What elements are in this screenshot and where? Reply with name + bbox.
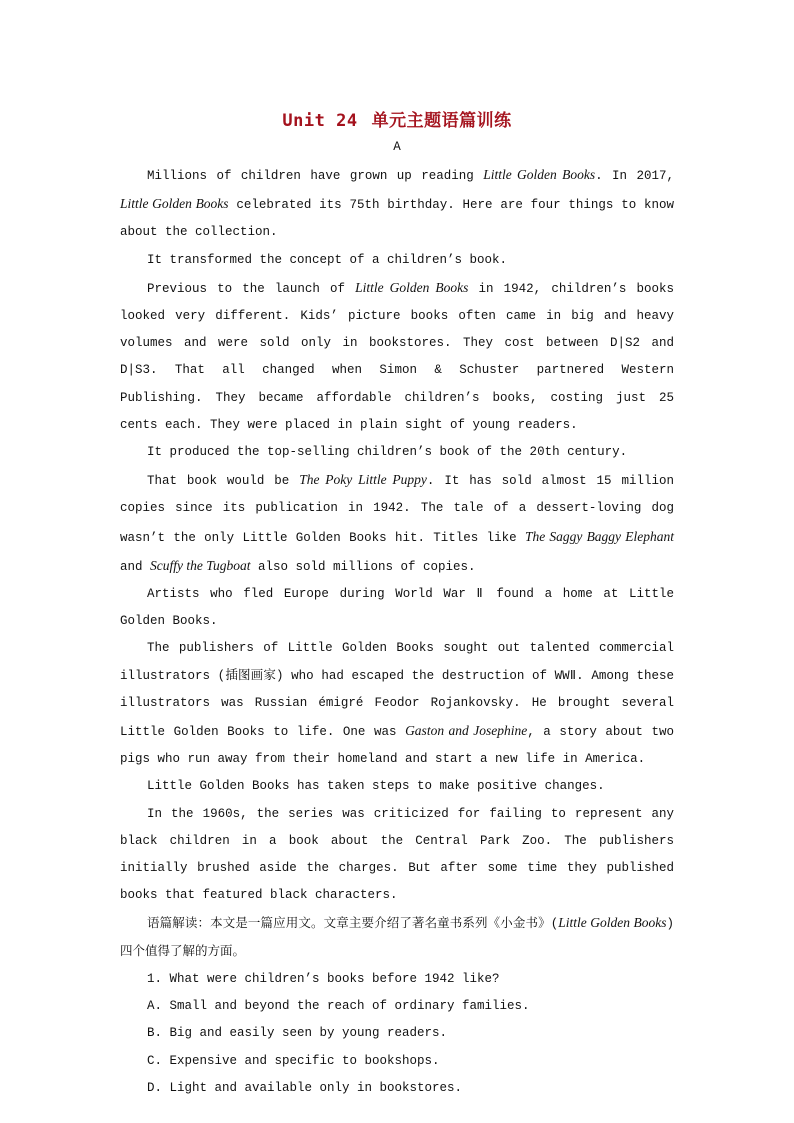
text-run: and — [120, 559, 151, 574]
text-run: 语篇解读：本文是一篇应用文。文章主要介绍了著名童书系列《小金书》( — [147, 917, 559, 932]
option-b[interactable]: B. Big and easily seen by young readers. — [147, 1026, 448, 1041]
text-run: in 1942, children’s books looked very different. Kids’ picture books often came in big and heavy volumes and were sold only in bookstores. They cost between D|S2 and D|S3. That all changed when Simon & Schuster partnered Western Publishing. They became affordable children’s books, costing just 25 cents each. They were placed in plain sight of young readers. — [120, 281, 674, 432]
book-title: Gaston and Josephine — [405, 723, 528, 739]
book-title: The Saggy Baggy Elephant — [524, 528, 674, 544]
section-heading-4: Little Golden Books has taken steps to make positive changes. — [147, 779, 605, 794]
unit-title-cn: 单元主题语篇训练 — [371, 111, 512, 131]
unit-number: Unit 24 — [282, 111, 358, 131]
passage-body — [120, 161, 674, 1102]
book-title: Little Golden Books — [558, 915, 667, 931]
book-title: The Poky Little Puppy — [299, 472, 427, 488]
text-run: Millions of children have grown up reading — [147, 169, 484, 183]
paragraph-history — [120, 274, 674, 439]
text-run: That book would be — [147, 474, 300, 489]
section-label: A — [393, 140, 401, 154]
text-run: . In 2017, — [595, 169, 674, 183]
option-c[interactable]: C. Expensive and specific to bookshops. — [147, 1053, 440, 1068]
paragraph-intro — [120, 161, 674, 247]
book-title: Little Golden Books — [483, 167, 596, 182]
book-title: Scuffy the Tugboat — [150, 557, 251, 573]
paragraph-bestseller — [120, 466, 674, 581]
book-title: Little Golden Books — [355, 279, 469, 295]
page-title — [0, 106, 794, 131]
section-heading-2: It produced the top-selling children’s book of the 20th century. — [147, 445, 628, 460]
text-run: . It has sold almost 15 million copies since its publication in 1942. The tale of a dessert-loving dog wasn’t the only Little Golden Books hit. Titles like — [120, 474, 674, 545]
section-heading-3: Artists who fled Europe during World War Ⅱ found a home at Little Golden Books. — [120, 587, 674, 629]
text-run: also sold millions of copies. — [250, 559, 476, 574]
option-d[interactable]: D. Light and available only in bookstores. — [147, 1080, 463, 1095]
option-a[interactable]: A. Small and beyond the reach of ordinary families. — [147, 999, 530, 1014]
text-run: Previous to the launch of — [147, 281, 356, 296]
text-run: , a story about two pigs who run away from their homeland and start a new life in America. — [120, 725, 675, 767]
paragraph-changes: In the 1960s, the series was criticized for failing to represent any black children in a book about the Central Park Zoo. The publishers initially brushed aside the charges. But after some time they published books that featured black characters. — [120, 806, 674, 903]
text-run: celebrated its 75th birthday. Here are four things to know about the collection. — [120, 198, 674, 240]
paragraph-artists — [120, 635, 674, 773]
book-title: Little Golden Books — [120, 196, 229, 212]
text-run: The publishers of Little Golden Books sought out talented commercial illustrators (插图画家) who had escaped the destruction of WWⅡ. Among these illustrators was Russian émigré Feodor Rojankovsky. He brought several Little Golden Books to life. One was — [120, 641, 674, 740]
question-stem: 1. What were children’s books before 1942 like? — [147, 971, 500, 986]
text-run: ) 四个值得了解的方面。 — [120, 917, 674, 959]
section-heading-1: It transformed the concept of a children’s book. — [147, 252, 508, 267]
passage-analysis — [120, 909, 674, 965]
